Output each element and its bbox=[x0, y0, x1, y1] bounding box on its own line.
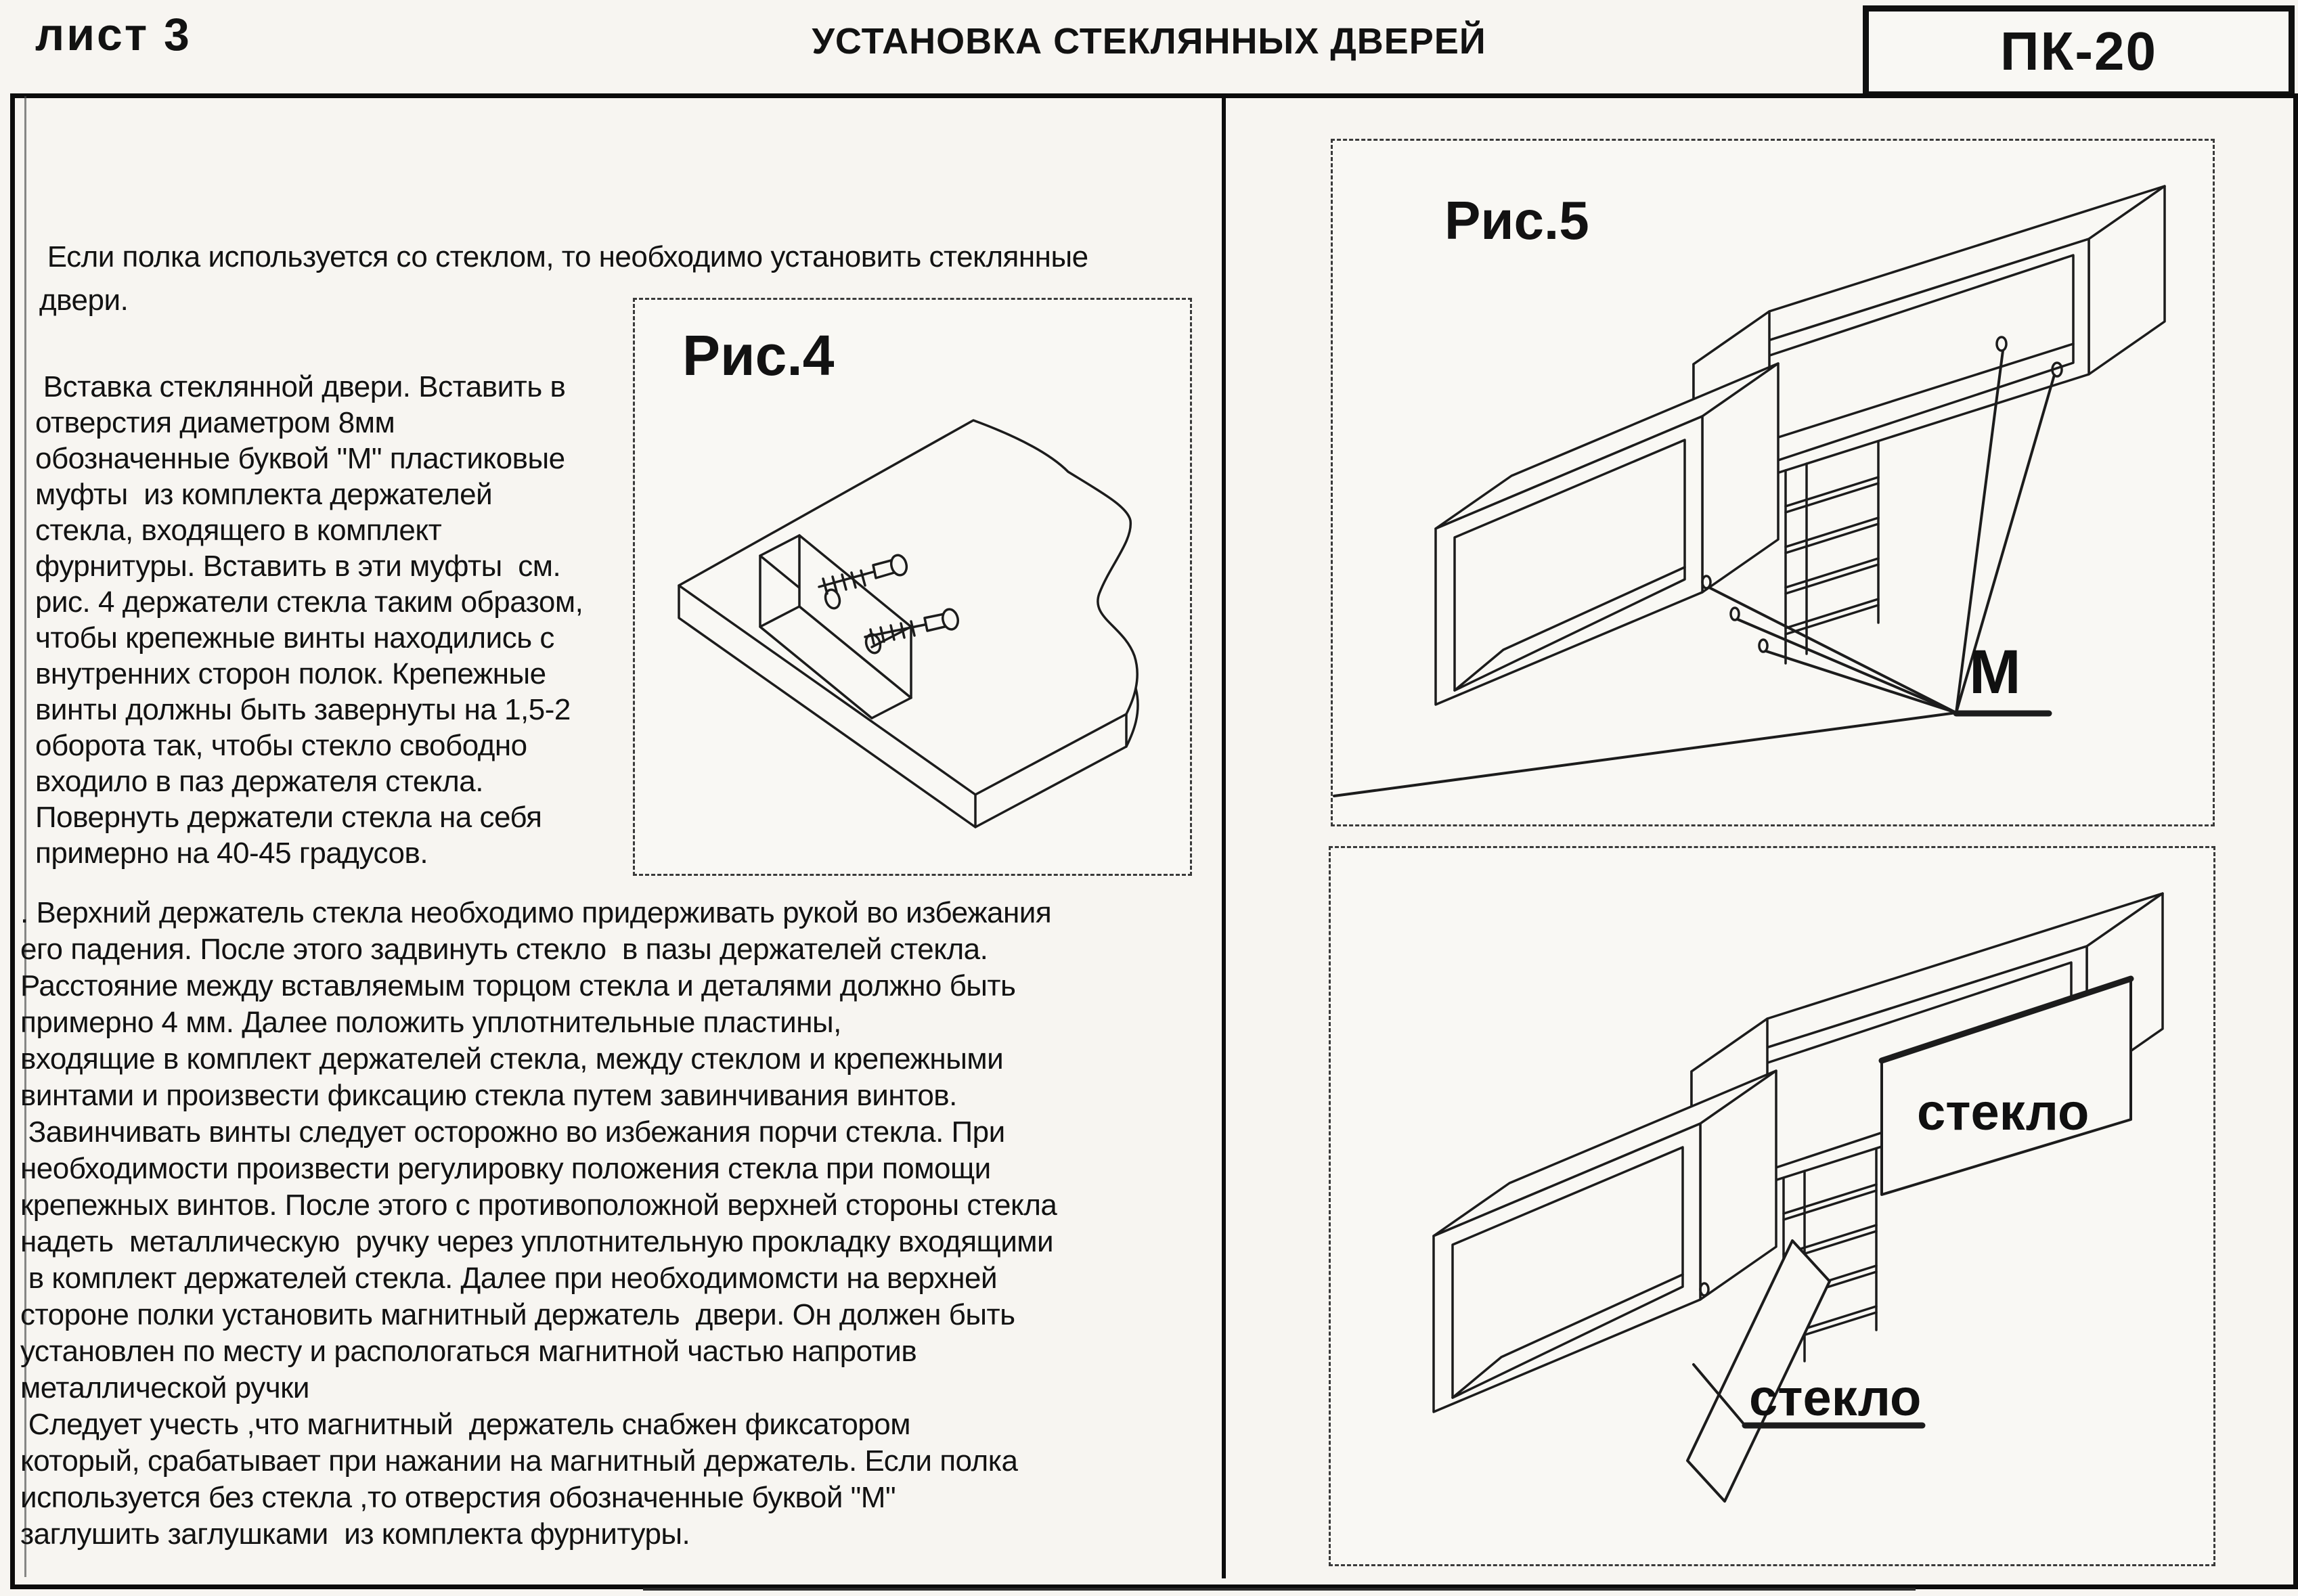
text-line: . Верхний держатель стекла необходимо придерживать рукой во избежания bbox=[20, 896, 1052, 929]
text-line: стекла, входящего в комплект bbox=[35, 514, 442, 547]
text-line: стороне полки установить магнитный держатель двери. Он должен быть bbox=[20, 1298, 1015, 1331]
m-marker-label: М bbox=[1969, 638, 2021, 707]
narrow-column-paragraph bbox=[35, 369, 583, 871]
glass-label-top: стекло bbox=[1917, 1084, 2090, 1141]
page-title: УСТАНОВКА СТЕКЛЯННЫХ ДВЕРЕЙ bbox=[812, 21, 1486, 62]
text-line: примерно 4 мм. Далее положить уплотнительные пластины, bbox=[20, 1006, 841, 1039]
text-line: примерно на 40-45 градусов. bbox=[35, 837, 428, 870]
figure5-drawing bbox=[1333, 141, 2213, 824]
text-line: металлической ручки bbox=[20, 1371, 309, 1404]
sheet-number-label: лист 3 bbox=[35, 9, 192, 60]
text-line: двери. bbox=[39, 284, 129, 317]
glass-doors-drawing bbox=[1331, 848, 2213, 1564]
figure4-caption: Рис.4 bbox=[682, 324, 835, 387]
text-line: Если полка используется со стеклом, то необходимо установить стеклянные bbox=[39, 240, 1088, 273]
shelf-board-top bbox=[679, 420, 1137, 795]
text-line: рис. 4 держатели стекла таким образом, bbox=[35, 585, 583, 619]
text-line: Повернуть держатели стекла на себя bbox=[35, 801, 542, 834]
text-line: Вставка стеклянной двери. Вставить в bbox=[35, 370, 566, 403]
lower-shelf-box bbox=[1434, 1071, 1776, 1412]
text-line: фурнитуры. Вставить в эти муфты см. bbox=[35, 550, 561, 583]
text-line: винтами и произвести фиксацию стекла путем завинчивания винтов. bbox=[20, 1079, 957, 1112]
text-line: входящие в комплект держателей стекла, между стеклом и крепежными bbox=[20, 1042, 1004, 1076]
text-line: Следует учесть ,что магнитный держатель снабжен фиксатором bbox=[20, 1408, 910, 1441]
text-line: крепежных винтов. После этого с противоположной верхней стороны стекла bbox=[20, 1189, 1057, 1222]
figure5-box bbox=[1331, 139, 2215, 826]
glass-doors-figure-box bbox=[1329, 846, 2215, 1566]
text-line: в комплект держателей стекла. Далее при необходимомсти на верхней bbox=[20, 1262, 998, 1295]
text-line: муфты из комплекта держателей bbox=[35, 478, 493, 511]
text-line: отверстия диаметром 8мм bbox=[35, 406, 395, 439]
text-line: чтобы крепежные винты находились с bbox=[35, 621, 554, 655]
product-code-box bbox=[1863, 5, 2295, 97]
text-line: надеть металлическую ручку через уплотнительную прокладку входящими bbox=[20, 1225, 1054, 1258]
main-body-paragraph bbox=[20, 895, 1057, 1553]
text-line: установлен по месту и распологаться магнитной частью напротив bbox=[20, 1335, 917, 1368]
text-line: заглушить заглушками из комплекта фурнитуры. bbox=[20, 1517, 690, 1551]
text-line: Расстояние между вставляемым торцом стекла и деталями должно быть bbox=[20, 969, 1016, 1002]
lower-shelf-box bbox=[1436, 363, 1778, 705]
figure5-caption: Рис.5 bbox=[1444, 190, 1589, 250]
glass-label-bottom: стекло bbox=[1749, 1369, 1922, 1427]
text-line: внутренних сторон полок. Крепежные bbox=[35, 657, 546, 690]
center-column bbox=[1786, 441, 1878, 663]
text-line: оборота так, чтобы стекло свободно bbox=[35, 729, 527, 762]
text-line: Завинчивать винты следует осторожно во избежания порчи стекла. При bbox=[20, 1115, 1005, 1149]
text-line: входило в паз держателя стекла. bbox=[35, 765, 483, 798]
figure4-box bbox=[633, 298, 1192, 876]
text-line: необходимости произвести регулировку положения стекла при помощи bbox=[20, 1152, 991, 1185]
text-line: используется без стекла ,то отверстия обозначенные буквой "М" bbox=[20, 1481, 896, 1514]
product-code-label: ПК-20 bbox=[2000, 21, 2157, 81]
column-divider bbox=[1222, 95, 1226, 1578]
text-line: винты должны быть завернуты на 1,5-2 bbox=[35, 693, 571, 726]
text-line: обозначенные буквой "М" пластиковые bbox=[35, 442, 565, 475]
text-line: который, срабатывает при нажании на магнитный держатель. Если полка bbox=[20, 1444, 1018, 1478]
figure4-drawing bbox=[635, 300, 1190, 874]
bottom-scan-line bbox=[643, 1588, 1916, 1591]
text-line: его падения. После этого задвинуть стекло в пазы держателей стекла. bbox=[20, 933, 988, 966]
